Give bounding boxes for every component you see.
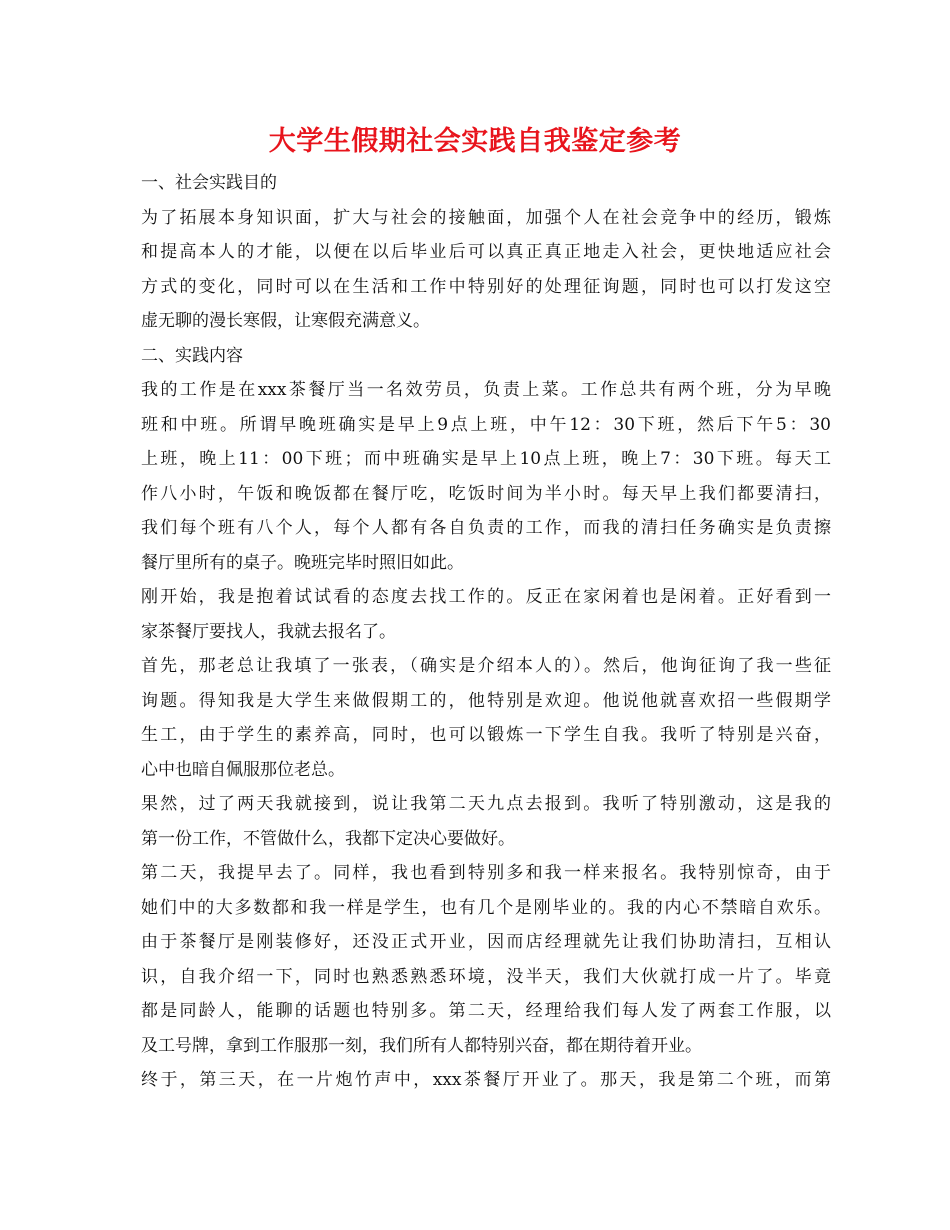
text-line: 家茶餐厅要找人，我就去报名了。 [141, 621, 396, 642]
text-line: 生工，由于学生的素养高，同时，也可以锻炼一下学生自我。我听了特别是兴奋， [141, 725, 831, 745]
text-line: 方式的变化，同时可以在生活和工作中特别好的处理征询题，同时也可以打发这空 [141, 276, 831, 297]
text-line: 她们中的大多数都和我一样是学生，也有几个是刚毕业的。我的内心不禁暗自欢乐。 [141, 897, 831, 918]
text-line: 刚开始，我是抱着试试看的态度去找工作的。反正在家闲着也是闲着。正好看到一 [141, 587, 831, 607]
text-line: 上班，晚上11：00下班；而中班确实是早上10点上班，晚上7：30下班。每天工 [141, 449, 831, 469]
text-line: 餐厅里所有的桌子。晚班完毕时照旧如此。 [141, 552, 464, 573]
text-line: 识，自我介绍一下，同时也熟悉熟悉环境，没半天，我们大伙就打成一片了。毕竟 [141, 966, 831, 987]
text-line: 班和中班。所谓早晚班确实是早上9点上班，中午12：30下班，然后下午5：30 [141, 414, 831, 435]
section-heading-content: 二、实践内容 [141, 345, 243, 366]
document-body [141, 166, 831, 1098]
text-line: 第二天，我提早去了。同样，我也看到特别多和我一样来报名。我特别惊奇，由于 [141, 863, 831, 883]
text-line: 果然，过了两天我就接到，说让我第二天九点去报到。我听了特别激动，这是我的 [141, 794, 831, 814]
text-line: 都是同龄人，能聊的话题也特别多。第二天，经理给我们每人发了两套工作服，以 [141, 1001, 831, 1021]
text-line: 心中也暗自佩服那位老总。 [141, 759, 345, 780]
document-title: 大学生假期社会实践自我鉴定参考 [268, 126, 682, 157]
text-line: 作八小时，午饭和晚饭都在餐厅吃，吃饭时间为半小时。每天早上我们都要清扫， [141, 483, 831, 504]
text-line: 终于，第三天，在一片炮竹声中，xxx茶餐厅开业了。那天，我是第二个班，而第 [141, 1070, 831, 1090]
text-line: 为了拓展本身知识面，扩大与社会的接触面，加强个人在社会竞争中的经历，锻炼 [141, 207, 831, 228]
text-line: 第一份工作，不管做什么，我都下定决心要做好。 [141, 828, 515, 849]
text-line: 询题。得知我是大学生来做假期工的，他特别是欢迎。他说他就喜欢招一些假期学 [141, 690, 831, 711]
text-line: 由于茶餐厅是刚装修好，还没正式开业，因而店经理就先让我们协助清扫，互相认 [141, 932, 831, 952]
section-heading-purpose: 一、社会实践目的 [141, 173, 277, 193]
text-line: 虚无聊的漫长寒假，让寒假充满意义。 [141, 311, 430, 331]
text-line: 首先，那老总让我填了一张表，（确实是介绍本人的）。然后，他询征询了我一些征 [141, 656, 831, 676]
text-line: 和提高本人的才能，以便在以后毕业后可以真正真正地走入社会，更快地适应社会 [141, 242, 831, 262]
text-line: 及工号牌，拿到工作服那一刻，我们所有人都特别兴奋，都在期待着开业。 [141, 1035, 702, 1056]
text-line: 我的工作是在xxx茶餐厅当一名效劳员，负责上菜。工作总共有两个班，分为早晚 [141, 380, 831, 400]
text-line: 我们每个班有八个人，每个人都有各自负责的工作，而我的清扫任务确实是负责擦 [141, 518, 831, 538]
